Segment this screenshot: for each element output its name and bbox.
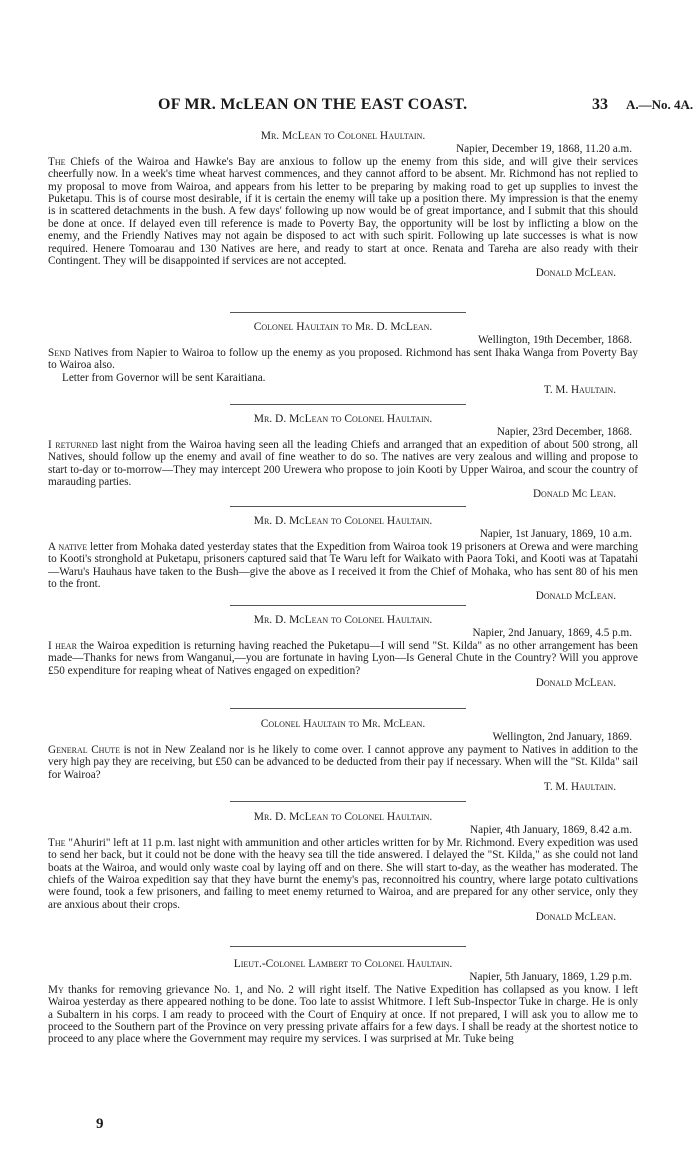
telegram-postscript: Letter from Governor will be sent Karaitiana. [62,371,266,384]
section-divider [230,404,466,405]
telegram-text: "Ahuriri" left at 11 p.m. last night with ammunition and other articles written for by Mr. Richmond. Every expedition was used to send her back, but it could not be done with the heavy sea till the tide answered. I delayed the "St. Kilda," as she could not land boats at the Wairoa, and would only waste coal by laying off and on there. She will start to-day, as the weather has moderated. The chiefs of the Wairoa expedition say that they have burnt the enemy's pas, reconnoitred his country, where large potato cultivations were found, took a few prisoners, and failing to meet enemy returned to Wairoa, and are prepared for any other service, only they are anxious about their crops. [48,836,638,911]
telegram-body [48,439,638,489]
telegram-opening: The [48,836,66,849]
telegram-signature: Donald McLean. [535,590,616,603]
telegram-text: last night from the Wairoa having seen all the leading Chiefs and arranged that an expedition of about 500 strong, all Natives, should follow up the enemy and avail of fine weather to do so. The natives are very zealous and willing and propose to start to-day or to-morrow—They may intercept 200 Urewera who propose to join Kooti by Upper Wairoa, and scour the country of marauding parties. [48,438,639,489]
section-divider [230,801,466,802]
telegram-body [48,744,638,781]
telegram-text: is not in New Zealand nor is he likely to come over. I cannot approve any payment to Natives in addition to the very high pay they are receiving, but £50 can be advanced to be deducted from their pay if necessary. When will the "St. Kilda" sail for Wairoa? [48,743,639,781]
telegram-entry [48,130,638,280]
page-header [0,96,700,116]
telegram-entry [48,811,638,924]
telegram-entry [48,413,638,501]
telegram-dateline: Napier, 2nd January, 1869, 4.5 p.m. [472,627,632,640]
telegram-body [48,984,638,1046]
telegram-body [48,541,638,591]
telegram-text: Natives from Napier to Wairoa to follow up the enemy as you proposed. Richmond has sent Ihaka Wanga from Poverty Bay to Wairoa also. [48,346,638,372]
telegram-text: Chiefs of the Wairoa and Hawke's Bay are anxious to follow up the enemy from this side, and will give their services cheerfully now. In a week's time wheat harvest commences, and they cannot afford to be absent. Mr. Richmond has not replied to my proposal to move from Wairoa, and appears from his letter to be preparing by making road to get up supplies to invest the Puketapu. This is of course most desirable, if it is certain the enemy will take up a position there. My impression is that the enemy is in scattered detachments in the bush. A few days' following up now would be of great importance, and I submit that this should be done at once. If delayed even till reference is made to Poverty Bay, the opportunity will be lost by inflicting a blow on the enemy, and the Friendly Natives may not again be disposed to act with such spirit. Following up late successes is what is now required. Henere Tomoarau and 130 Natives are here, and ready to start at once. Renata and Tareha are also ready with their Contingent. They will be disappointed if services are not accepted. [48,155,638,268]
telegram-dateline: Napier, 23rd December, 1868. [496,426,632,439]
telegram-body [48,347,638,372]
section-divider [230,605,466,606]
telegram-signature: T. M. Haultain. [543,781,616,794]
telegram-opening: I hear [48,639,77,652]
telegram-text: the Wairoa expedition is returning having reached the Puketapu—I will send "St. Kilda" as no other arrangement has been made—Thanks for news from Wanganui,—you are fortunate in having Lyon—Is General Chute in the Country? Will you approve £50 expenditure for reaping wheat of Natives engaged on expedition? [48,639,639,677]
telegram-text: thanks for removing grievance No. 1, and No. 2 will right itself. The Native Expedition has collapsed as you know. I left Wairoa yesterday as there appeared nothing to be done. Too late to assist Whitmore. I left Sub-Inspector Tuke in charge. He is only a Subaltern in his corps. I am ready to proceed with the Court of Enquiry at once. If not prepared, I will ask you to allow me to proceed to the Southern part of the Province on very pressing private affairs for a few days. I shall be ready at the shortest notice to proceed to any place where the Government may require my services. I was surprised at Mr. Tuke being [48,983,638,1046]
telegram-dateline: Napier, 1st January, 1869, 10 a.m. [479,528,632,541]
section-divider [230,312,466,313]
telegram-dateline: Wellington, 19th December, 1868. [478,334,632,347]
telegram-entry [48,515,638,603]
telegram-entry [48,321,638,396]
telegram-opening: A native [48,540,88,553]
telegram-dateline: Napier, 5th January, 1869, 1.29 p.m. [469,971,632,984]
telegram-entry [48,718,638,793]
telegram-body [48,156,638,268]
telegram-opening: General Chute [48,743,120,756]
running-title: OF MR. McLEAN ON THE EAST COAST. [158,96,468,113]
section-divider [230,708,466,709]
signature-folio-mark: 9 [96,1116,104,1132]
telegram-opening: My [48,983,64,996]
telegram-dateline: Wellington, 2nd January, 1869. [492,731,632,744]
telegram-dateline: Napier, December 19, 1868, 11.20 a.m. [456,143,632,156]
page-number: 33 [592,96,608,113]
telegram-opening: The [48,155,66,168]
telegram-entry [48,958,638,1046]
telegram-heading: Mr. McLean to Colonel Haultain. [260,130,426,142]
telegram-text: letter from Mohaka dated yesterday states that the Expedition from Wairoa took 19 prisoners at Orewa and were marching to Kooti's stronghold at Puketapu, prisoners captured said that Te Waru left for Waikato with Paora Toki, and Kooti was at Tapatahi—Waru's Hauhaus have taken to the Bush—give the above as I received it from the Chief of Mohaka, who has sent 80 of his men to the front. [48,540,638,591]
telegram-body [48,837,638,911]
telegram-signature: Donald McLean. [535,267,616,280]
telegram-signature: Donald McLean. [535,677,616,690]
telegram-signature: Donald Mc Lean. [532,488,616,501]
telegram-heading: Mr. D. McLean to Colonel Haultain. [253,413,433,425]
telegram-heading: Colonel Haultain to Mr. McLean. [260,718,426,730]
telegram-signature: Donald McLean. [535,911,616,924]
telegram-signature: T. M. Haultain. [543,384,616,397]
telegram-heading: Colonel Haultain to Mr. D. McLean. [253,321,433,333]
section-divider [230,506,466,507]
telegram-opening: I returned [48,438,98,451]
telegram-dateline: Napier, 4th January, 1869, 8.42 a.m. [470,824,632,837]
telegram-heading: Mr. D. McLean to Colonel Haultain. [253,614,433,626]
telegram-heading: Mr. D. McLean to Colonel Haultain. [253,811,433,823]
telegram-opening: Send [48,346,71,359]
telegram-heading: Mr. D. McLean to Colonel Haultain. [253,515,433,527]
telegram-entry [48,614,638,689]
paper-reference: A.—No. 4A. [626,97,694,112]
section-divider [230,946,466,947]
telegram-heading: Lieut.-Colonel Lambert to Colonel Haultain. [233,958,453,970]
telegram-body [48,640,638,677]
